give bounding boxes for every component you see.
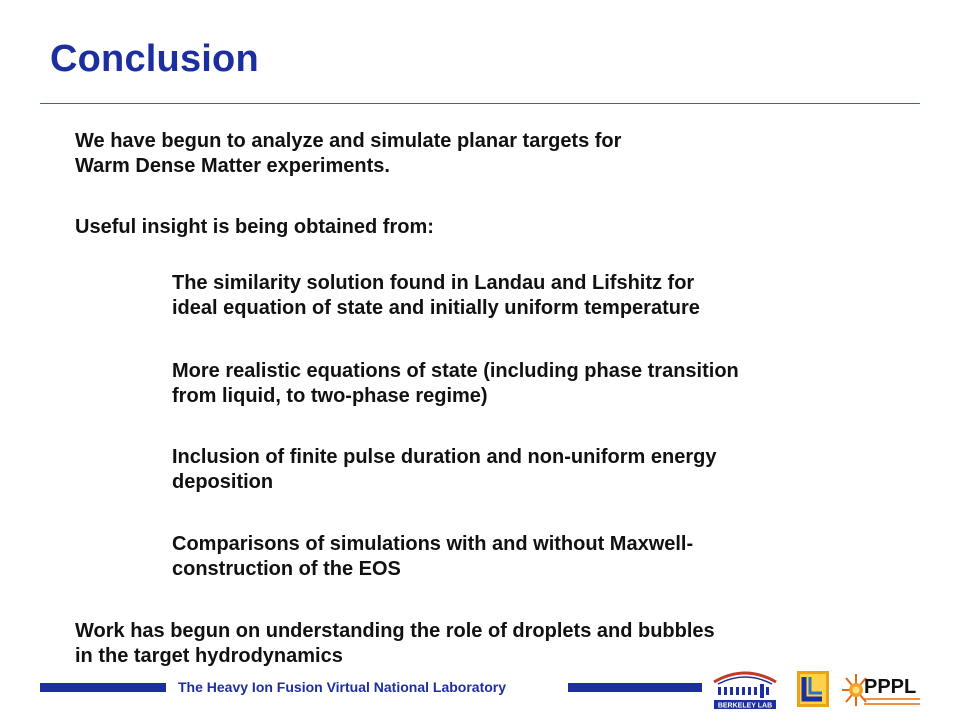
llnl-logo-icon: [797, 671, 829, 707]
paragraph-line: More realistic equations of state (including phase transition: [172, 360, 739, 382]
paragraph-line: construction of the EOS: [172, 558, 401, 580]
paragraph-line: Inclusion of finite pulse duration and non-uniform energy: [172, 446, 717, 468]
bullet-similarity-solution: [172, 271, 700, 321]
slide-title: Conclusion: [50, 38, 259, 80]
paragraph-line: Warm Dense Matter experiments.: [75, 155, 390, 177]
paragraph-line: ideal equation of state and initially uniform temperature: [172, 297, 700, 319]
paragraph-line: Work has begun on understanding the role of droplets and bubbles: [75, 620, 715, 642]
berkeley-lab-wordmark: BERKELEY LAB: [717, 702, 773, 710]
paragraph-line: Useful insight is being obtained from:: [75, 216, 434, 238]
footer-bar-right: [568, 683, 702, 692]
paragraph-line: We have begun to analyze and simulate planar targets for: [75, 130, 622, 152]
title-divider: [40, 103, 920, 104]
pppl-wordmark: PPPL: [864, 676, 917, 698]
bullet-finite-pulse: [172, 445, 716, 495]
paragraph-droplets-bubbles: [75, 619, 715, 669]
paragraph-line: deposition: [172, 471, 274, 493]
footer-lab-name: The Heavy Ion Fusion Virtual National Laboratory: [178, 679, 507, 695]
paragraph-insight-heading: [75, 215, 434, 240]
paragraph-line: The similarity solution found in Landau and Lifshitz for: [172, 272, 695, 294]
paragraph-line: in the target hydrodynamics: [75, 645, 343, 667]
pppl-logo: [838, 668, 924, 712]
footer-bar-left: [40, 683, 166, 692]
bullet-equations-of-state: [172, 359, 739, 409]
paragraph-line: from liquid, to two-phase regime): [172, 385, 488, 407]
bullet-maxwell-construction: [172, 532, 693, 582]
paragraph-intro: [75, 129, 621, 179]
berkeley-lab-logo: [710, 662, 780, 712]
paragraph-line: Comparisons of simulations with and without Maxwell-: [172, 533, 694, 555]
